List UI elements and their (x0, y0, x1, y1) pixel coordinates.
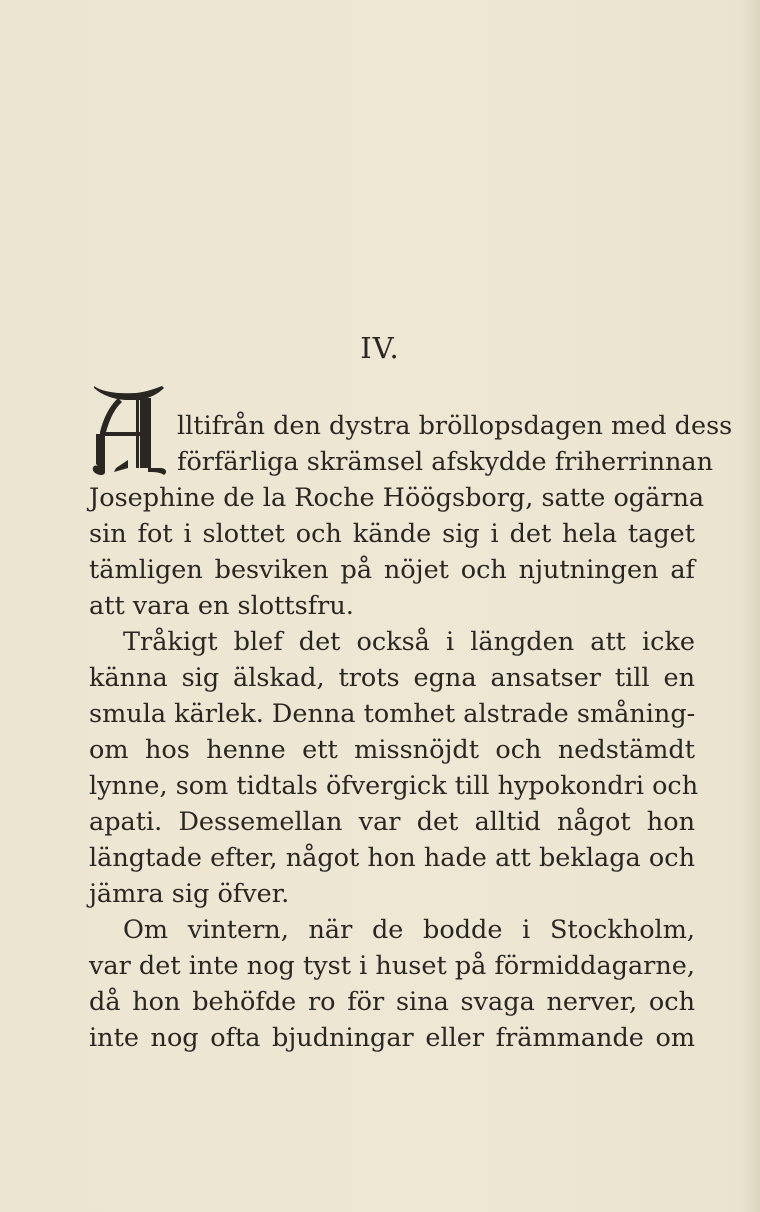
text-line: då hon behöfde ro för sina svaga nerver, och (89, 987, 695, 1017)
text-line: sin fot i slottet och kände sig i det hela taget (89, 519, 695, 549)
ornamental-dropcap-a (88, 386, 170, 476)
text-line: känna sig älskad, trots egna ansatser till en (89, 663, 695, 693)
text-line: förfärliga skrämsel afskydde friherrinnan (177, 447, 714, 477)
text-line: Josephine de la Roche Höögsborg, satte ogärna (89, 483, 705, 513)
text-line: lltifrån den dystra bröllopsdagen med dess (177, 411, 733, 441)
text-line: längtade efter, något hon hade att beklaga och (89, 843, 695, 873)
text-line: jämra sig öfver. (89, 879, 290, 909)
page-edge-shadow (742, 0, 760, 1212)
text-line: var det inte nog tyst i huset på förmiddagarne, (89, 951, 695, 981)
text-line: lynne, som tidtals öfvergick till hypokondri och (89, 771, 699, 801)
text-line: Tråkigt blef det också i längden att icke (123, 627, 695, 657)
text-line: Om vintern, när de bodde i Stockholm, (123, 915, 695, 945)
text-line: att vara en slottsfru. (89, 591, 354, 621)
text-line: apati. Dessemellan var det alltid något hon (89, 807, 695, 837)
text-line: tämligen besviken på nöjet och njutningen af (89, 555, 695, 585)
text-line: smula kärlek. Denna tomhet alstrade småning- (89, 699, 696, 729)
chapter-heading: IV. (360, 331, 400, 365)
text-line: om hos henne ett missnöjdt och nedstämdt (89, 735, 695, 765)
text-line: inte nog ofta bjudningar eller främmande om (89, 1023, 695, 1053)
